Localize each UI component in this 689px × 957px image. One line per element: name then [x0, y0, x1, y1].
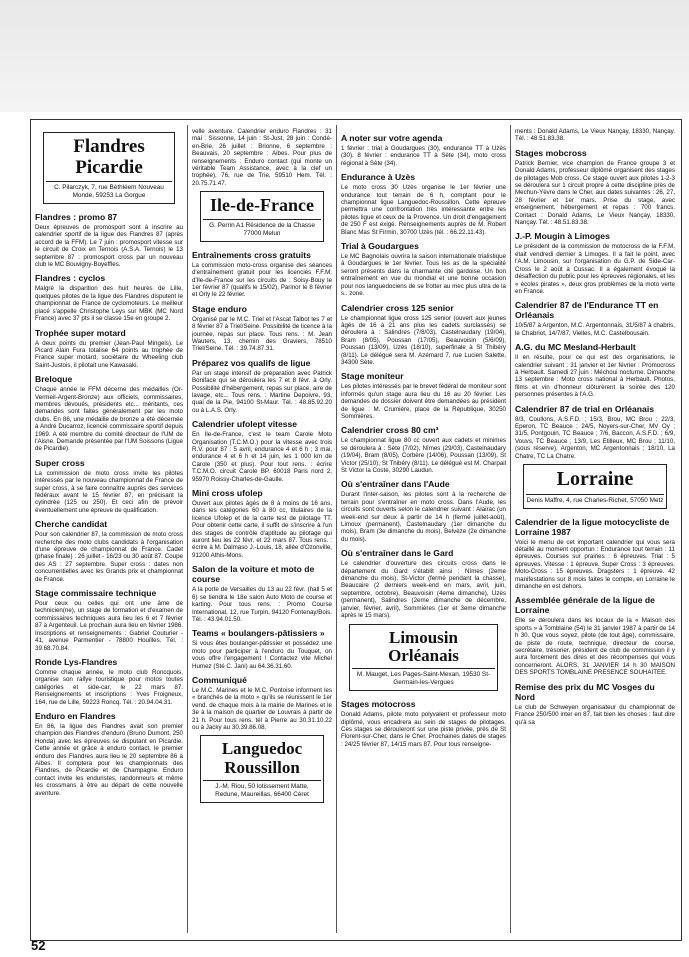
- region-box-lorraine: [523, 464, 667, 509]
- article-heading: Super cross: [35, 457, 85, 468]
- article-heading: Breloque: [35, 374, 73, 385]
- article-heading: Flandres : promo 87: [35, 212, 118, 223]
- region-address: J.-M. Riou, 50 lotissement Matte, Redune, Maureillas, 66400 Céret: [203, 780, 321, 802]
- article-heading: Calendrier cross 80 cm³: [341, 425, 439, 436]
- article-heading: Entraînements cross gratuits: [192, 249, 311, 260]
- article-heading: J.-P. Mougin à Limoges: [515, 231, 610, 242]
- article-heading: Où s'entraîner dans le Gard: [341, 548, 454, 559]
- region-address: C. Pilarczyk, 7, rue Béthléem Nouveau Monde, 59253 La Gorgue: [46, 181, 172, 203]
- article-heading: Communiqué: [192, 674, 247, 685]
- article-body: Le calendrier d'ouverture des circuits cross dans le département du Gard s'établit ainsi : Nîmes (2eme dimanche du mois), St-Victor (fermé pendant la chasse), Beaucaire (2 derniers week-end en mars, avril, juin, septembre, octobre), Beauvoisin (4eme dimanche), Uzès (permanent), Salindres (2eme dimanche de décembre, janvier, février, avril), Sommières (1er et 3eme dimanche après le 15 mars).: [341, 560, 506, 620]
- region-title: Limousin Orléanais: [388, 627, 459, 665]
- article-list: [515, 148, 675, 460]
- article-heading: Enduro en Flandres: [35, 710, 116, 721]
- column-rule: [510, 125, 511, 933]
- article-heading: Endurance à Uzès: [341, 172, 416, 183]
- article-list: [192, 250, 332, 732]
- article-body: A la porte de Versailles du 13 au 22 févr. (hall 5 et 6) se tiendra le 18e salon Auto Moto de course et karting. Pour tous rens. : Promo Course International, 12, rue Turpin, 94120 Fontenay/Bois. Tél. : 43.94.01.50.: [192, 586, 332, 623]
- article-body: Deux épreuves de promosport sont à inscrire au calendrier sportif de la ligue des Flandres 87 (après accord de la FFM). Le 7 juin : promosport vitesse sur le circuit de Croix en Ternois (A.S.A. Ternois) le 13 septembre 87 : promosport cross par un nouveau club le MC Bouvigny-Boyeffles.: [35, 224, 183, 269]
- article-list: [341, 133, 506, 620]
- article-body: Voici le menu de cet important calendrier qui vous sera détaillé au moment opportun : Endurance tout terrain : 11 épreuves. Courses sur prairies : 6 épreuves. Trial : 5 épreuves. Vitesse : 1 épreuve. Super Cross : 3 épreuves. Moto-Cross : 15 épreuves. Dragsters : 1 épreuve. 42 manifestations sur 8 mois faites le compte, en Lorraine le dimanche en est dehors.: [515, 538, 675, 591]
- article-body: Le MC Bagnolais ouvrira la saison internationale trialistique à Goudargues le 1er février. Tous les as de la spécialité seront présents dans la charmante cité gardoise. Un bon entraînement en vue du mondial et une bonne occasion pour nos languedociens de se frotter au mec plus ultra de la s.. zone.: [341, 253, 506, 298]
- article-body: Patrick Bernier, vice champion de France groupe 3 et Donald Adams, professeur diplômé organisent des stages de pilotages Mob cross. Ce stage ouvert aux pilotes 1-2-3 se déroulera sur 1 circuit propre à cette discipline près de Mechun-Yèvre dans le Cher, aux dates suivantes : 26, 27, 28 février et 1er mars. Prise du stage, avec enseignement, hébergement et repas : 700 francs. Contact : Donald Adams, Le Vieux Nançay, 18330, Nançay. Tél. : 48.51.83.38.: [515, 159, 675, 227]
- article-body: Il en résulte, pour ce qui est des organisations, le calendrier suivant : 31 janvier et 1er février : Promocross à Herbault. Samedi 27 juin : Méchoui nocturne. Dimanche 13 septembre : Moto cross national à Herbault. Photos, films et vin d'honneur clôturèrent la soirée des 120 personnes présentes à l'A.G.: [515, 354, 675, 399]
- article-heading: Teams « boulangers-pâtissiers »: [192, 628, 325, 639]
- article-heading: Calendrier 87 de trial en Orléanais: [515, 403, 654, 414]
- article-heading: Préparez vos qualifs de ligue: [192, 357, 311, 368]
- article-body: Durant l'inter-saison, les pilotes sont à la recherche de terrain pour s'entraîner en moto cross. Dans l'Aude, les circuits sont ouverts selon le calendrier suivant : Alairac (un week-end sur deux à partir de 14 h (fermé juillet-août), Limoux (permanent), Castelnaudary (1er dimanche du mois), Bram (3e dimanche du mois), Belvèze (2e dimanche du mois).: [341, 491, 506, 543]
- column-3: [341, 128, 506, 933]
- article-heading: Trial à Goudargues: [341, 241, 419, 252]
- article-body: Le championnat ligue 80 cc ouvert aux cadets et minimes se déroulera à : Sète (7/02), Nîmes (29/03), Castelnaudary (19/04), Bram (8/05), Corbère (14/06), Poussan (13/09), St Victor (25/10), St Thibéry (8/11). Le délégué est M. Charpail St Victor la Coste, 30290 Laudun.: [341, 437, 506, 474]
- article-heading: Cherche candidat: [35, 519, 108, 530]
- column-4: [515, 128, 675, 933]
- article-heading: Calendrier 87 de l'Endurance TT en Orléanais: [515, 300, 659, 321]
- region-title: Lorraine: [556, 468, 634, 490]
- article-list: [515, 517, 675, 726]
- article-heading: Stage enduro: [192, 303, 247, 314]
- article-body: Elle se déroulera dans les locaux de la « Maison des sports » à Tomblaine (54) le 31 janvier 1987 à partir de 14 h 30. Que vous soyez, pilote (de tout âge), commissaire, de piste de route, technique, directeur de course, secrétaire, trésorier, président de club de commission il y aura forcément des dires et des récompenses qui vous concerneront. ALORS, 31 JANVIER 14 h 30 MAISON DES SPORTS TOMBLAINE PRESENCE SOUHAITEE.: [515, 617, 675, 677]
- article-heading: Ronde Lys-Flandres: [35, 656, 118, 667]
- region-title: Flandres Picardie: [73, 136, 145, 178]
- article-heading: Flandres : cyclos: [35, 273, 106, 284]
- region-address: M. Mauget, Les Pages-Saint-Mexan, 19530 St-Germain-les-Vergues: [352, 668, 495, 690]
- article-body: Malgré la disparition des huit heures de Lille, quelques pilotes de la ligue des Flandres disputent le championnat de France de cyclomoteurs. Le meilleur placé s'appelle Christophe Leys sur MBK (MC Nord France) avec 37 pts il se classe 15e en groupe 2.: [35, 285, 183, 323]
- article-body: Pour son calendrier 87, la commission de moto cross recherche des moto clubs candidats à l'organisation d'une épreuve de championnat de France. Cadet (phase finale) : 26 juillet - 16/23 ou 30 août 87. Coupe des AS : 27 septembre. Super cross : dates non concurrentielles avec les Grands prix et championnat de France.: [35, 531, 183, 583]
- article-body: Le championnat ligue cross 125 senior (ouvert aux jeunes âgés de 16 à 21 ans plus les cadets surclassés) se déroulera à : Salindres (7/8/03), Castelnaudary (19/04), Bram (8/05), Poussan (17/05), Beauvoisin (5/6/09), Poussan (13/09), Uzès (18/10), superfinale à St Thibéry (8/11). Le délégué sera M. Azémard 7, rue Lucien Salette, 34300 Sète.: [341, 314, 506, 366]
- region-box-ile-de-france: [200, 191, 324, 241]
- article-body: En Ile-de-France, c'est le team Carole Moto Organisation (T.C.M.O.) pour la vitesse avec trois R.V. pour 87 : 5 avril, endurance 4 et 6 h ; 3 mai, endurance 4 et 6 h et 14 juin, les 1 000 km de Carole (350 et plus). Pour tout rens. : écrire T.C.M.O. circuit Carole BP. 60018 Paris nord 2, 95970 Roissy-Charles-de-Gaulle.: [192, 431, 332, 483]
- page-number: 52: [31, 938, 46, 953]
- article-heading: Calendrier cross 125 senior: [341, 302, 454, 313]
- article-body: A deux points du premier (Jean-Paul Mingels). Le Picard Alain Fura totalise 64 points au trophée de France super motard, sociétaire du Wheeling club Saint-Justois, il pilotait une Kawasaki.: [35, 339, 183, 369]
- region-title: Ile-de-France: [210, 195, 314, 216]
- column-1: [35, 128, 183, 933]
- article-heading: Trophée super motard: [35, 327, 126, 338]
- article-body: Le club de Schweyen organisateur du championnat de France 250/500 inter en 87, fait bien les choses : faut dire qu'à sa: [515, 703, 675, 726]
- article-body: Le M.C. Marines et le M.C. Pontoise informent les « branchés de la moto » qu'ils se réunissent le 1er vend. de chaque mois à la mairie de Marines et le 3e à la maison de quartier de Louvrais à partir de 21 h. Pour tous rens. tél à Pierre au 30.31.10.22 ou à Jacky au 30.39.86.08.: [192, 686, 332, 731]
- column-2: [192, 128, 332, 933]
- article-heading: Où s'entraîner dans l'Aude: [341, 479, 450, 490]
- article-body: 10/5/87 à Argenton, M.C. Argentonnais, 31/5/87 à chabris, le Chabriot, 14/7/87, Vielles, M.C. Castelbousain.: [515, 322, 675, 337]
- article-heading: A noter sur votre agenda: [341, 133, 443, 143]
- article-heading: Stage commissaire technique: [35, 588, 157, 599]
- article-body: Ouvert aux pilotes âgés de 8 à moins de 16 ans, dans les catégories 60 à 80 cc, titulaires de la licence Ufolep et de la carte test de pilotage TT. Pour obtenir cette carte, il suffit de s'inscrire à l'un des stages de contrôle d'aptitude au pilotage qui auront lieu les 22 févr. et 22 mars 87. Tous rens. : écrire à M. Dalmaso J.-Louis, 18, allée d'Ozonville, 91200 Athis-Mons.: [192, 500, 332, 559]
- article-heading: Stages motocross: [341, 699, 416, 710]
- article-body: En 86, la ligue des Flandres avait son premier champion des Flandres d'enduro (Bruno Dumont, 250 Honda) avec les épreuves se disputant en Picardie. Cette année et grâce à enduro contact, le premier enduro des Flandres aura lieu le 20 septembre 86 à Aibes. Il comptera pour les championnats des Flandres, de Picardie et de Champagne. Enduro contact invite les enduristes, randonneurs et même les crossmans à être au départ de cette nouvelle aventure.: [35, 722, 183, 797]
- article-body: Chaque année le FFM décerne des médailles (Or-Vermeil-Argent-Bronze) aux officiels, commissaires, membres dévoués, présidents etc... méritants, ces demandes sont faites généralement par les moto clubs. En 86, une médaille de bronze a été décernée à André Ducarroz, licencié commissaire sportif depuis 1969. A été membre du comité directeur de l'UM de l'Aisne. Demande présentée par l'UM Soissons (Ligue de Picardie).: [35, 386, 183, 453]
- article-heading: Calendrier de la ligue motocycliste de Lorraine 1987: [515, 516, 670, 537]
- article-body: Comme chaque année, le moto club Roncquois, organise son rallye touristique pour motos toutes catégories et side-car, le 22 mars 87. Renseignements et inscriptions : Yves Froigneux, 164, rue de Lille, 59223 Roncq. Tél. : 20.94.04.31.: [35, 668, 183, 706]
- region-box-limousin: [349, 624, 498, 692]
- article-body: Les pilotes intéressés par le brevet fédéral de moniteur sont informés qu'un stage aura lieu du 16 au 20 février. Les demandes de dossier doivent être demandées au président de ligue : M. Crumière, place de la République, 30250 Sommières.: [341, 383, 506, 420]
- article-body: La commission moto-cross organise des séances d'entraînement gratuit pour les licenciés F.F.M. d'Ile-de-France sur les circuits de : Soisy-Bouy le 1er février 87 (qualifs le 15/02), Parinor le 8 février et Orly le 22 février.: [192, 261, 332, 299]
- region-address: Denis Maffre, 4, rue Charles-Richet, 57050 Metz: [526, 494, 664, 508]
- article-body: Organisé par le M.C. Triel et l'Ascat Talbot les 7 et 8 février 87 à Triel/Seine. Possibilité de licence à la journée, repas sur place. Tous rens. : M. Jean Wauters, 13, chemin des Graviers, 78510 Triel/Seine. Tél. : 39.74.87.31.: [192, 315, 332, 353]
- region-box-languedoc: [200, 735, 324, 803]
- region-box-flandres: [43, 132, 175, 204]
- column-rule: [336, 125, 337, 933]
- article-body: Le moto cross 30 Uzès organise le 1er février une endurance tout terrain de 6 h, comptant pour le championnat ligue Languedoc-Roussillon. Cette épreuve permettra une confrontation très intéressante entre les pilotes ligue et ceux de la Provence. Un droit d'engagement de 250 F est exigé. Renseignements auprès de M. Robert Blanc Mas St Firmin, 30700 Uzès (tél. : 66.22.11.43).: [341, 184, 506, 236]
- region-address: G. Perrin A1 Résidence de la Chasse 77000 Melun: [203, 219, 321, 241]
- article-body: 8/3, Coullons, A.S.F.D. ; 15/3, Brou, MC Brou ; 22/3, Eperon, TC Beauce ; 24/5, Noyers-sur-Cher, MV Oy ; 31/5, Pontgouin, TC Beauce ; 7/6, Baccon, A.S.F.D. ; 6/9, Vouvs, TC Beauce ; 13/9, Les Etilleux, MC Brou ; 11/10, (sous réserve), Argenton, MC Argentonnais ; 18/10, La Chatre, TC La Chatre.: [515, 415, 675, 460]
- article-heading: Stage moniteur: [341, 371, 404, 382]
- article-heading: Mini cross ufolep: [192, 488, 263, 499]
- region-title: Languedoc Roussillon: [221, 739, 303, 777]
- article-heading: Stages mobcross: [515, 147, 587, 158]
- article-heading: A.G. du MC Mesland-Herbault: [515, 342, 636, 353]
- page-header-banner: [0, 0, 689, 112]
- column-rule: [187, 125, 188, 933]
- article-heading: Remise des prix du MC Vosges du Nord: [515, 681, 655, 702]
- article-body: Pour ceux ou celles qui ont une âme de technicien(ne), un stage de formation et d'examen de commissaires techniques aura lieu les 6 et 7 février 87 à Argenteuil. Le prochain aura lieu en février 1986. Inscriptions et renseignements : Gabriel Couturier - 41, avenue Parmentier - 78800 Houilles. Tél. : 39.68.70.84.: [35, 600, 183, 652]
- article-continuation: ments : Donald Adams, Le Vieux Nançay, 18330, Nançay. Tél. : 48.51.83.38.: [515, 128, 675, 143]
- article-body: Si vous êtes boulanger-pâtissier et possédez une moto pour participer à l'enduro du Touquet, on vous offre l'engagement ! Contactez vite Michel Humez (Sté C. Jani) au 64.36.31.60.: [192, 640, 332, 670]
- article-continuation: velle aventure. Calendrier enduro Flandres : 31 mai : Sissonne, 14 juin : St-Just, 28 juin : Condé-en-Brie, 26 juillet : Brionne, 6 septembre : Beauvais, 20 septembre : Aibes. Pour plus de renseignements : Enduro contact (qui monte un véritable Team Assistance, avec à la clef un trophée), 76, rue de Trie, 59510 Hem. Tél. : 20.75.71.47.: [192, 128, 332, 187]
- article-list: [35, 212, 183, 797]
- article-body: Par un stage intensif de préparation avec Patrick Boniface qui se déroulera les 7 et 8 févr. à Orly. Possibilité d'hébergement, repas sur place, aire de lavage, etc... Tous rens. : Martine Depoivre, 93, quai de la Pie, 94100 St-Maur. Tél. : 48.85.92.20 ou à L.A.S. Orly.: [192, 369, 332, 414]
- article-heading: Salon de la voiture et moto de course: [192, 564, 315, 585]
- article-body: Le président de la commission de motocross de la F.F.M. était vendredi dernier à Limoges. Il a fait le point, avec l'A.M. Limousin, sur l'organisation du G.P. de Side-Car-Cross le 2 août à Cussac. Il a également évoqué la désaffection du public pour les épreuves régionales, et les « écoles pirates », deux gros problèmes de la moto verte en France.: [515, 243, 675, 295]
- article-heading: Assemblée générale de la ligue de Lorraine: [515, 595, 655, 616]
- article-body: 1 février : trial à Goudargues (30), endurance TT à Uzès (30). 8 février : endurance TT à Sète (34), moto cross régional à Sète (34).: [341, 145, 506, 167]
- article-body: Donald Adams, pilote moto polyvalent et professeur moto diplômé, vous encadrera au sein de stages de pilotages. Ces stages se dérouleront sur une piste privée, près de St Florent-sur-Cher, dans le Cher. Prochaines dates de stages : 24/25 février 87, 14/15 mars 87. Pour tous renseigne-: [341, 711, 506, 748]
- article-heading: Calendrier ufolept vitesse: [192, 419, 298, 430]
- article-body: La commission de moto cross invite les pilotes intéressés par le nouveau championnat de France de super cross, à se faire connaître auprès des services fédéraux avant le 15 février 87, en précisant la cylindrée (125 ou 250). Et ceci afin de prévoir éventuellement une épreuve de qualification.: [35, 469, 183, 514]
